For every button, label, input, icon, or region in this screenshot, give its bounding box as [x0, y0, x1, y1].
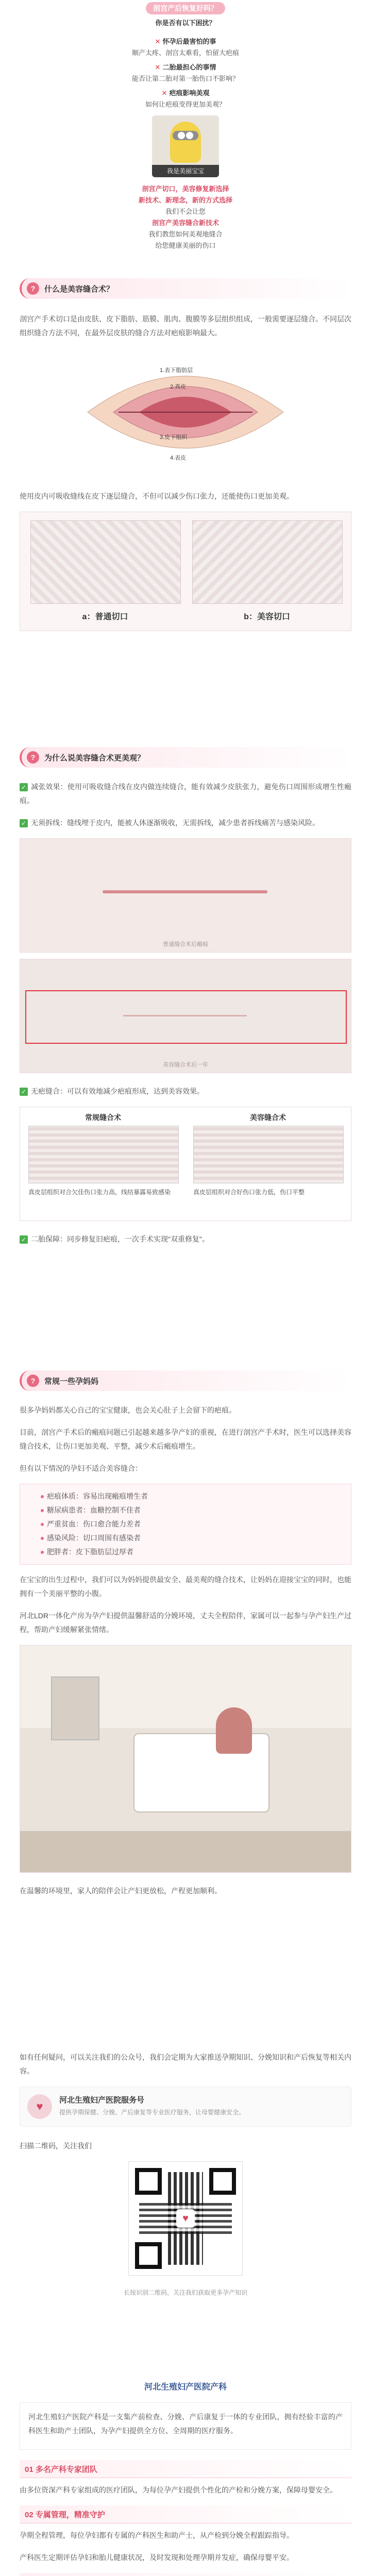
account-desc: 提供孕期保健、分娩、产后康复等专业医疗服务，让母婴健康安全。 [59, 2109, 245, 2116]
q2-section [0, 747, 371, 1365]
cross-icon: ✕ [161, 89, 167, 97]
diagram-label: 1.表下脂肪层 [160, 367, 193, 374]
q2-p1-text: 减张效果：使用可吸收缝合线在皮内做连续缝合，能有效减少皮肤张力，避免伤口周围形成增生性瘢痕。 [20, 783, 351, 805]
worry2-title: 二胎最担心的事情 [162, 63, 216, 71]
check-icon: ✓ [20, 1088, 28, 1096]
q2-paragraph-2 [0, 816, 371, 830]
promise-1: 剖宫产切口，美容修复新选择 [142, 185, 229, 193]
meme-caption: 我是美丽宝宝 [152, 165, 219, 177]
scar-photo-1-caption: 普通缝合术后瘢痕 [163, 941, 208, 947]
q2-paragraph-1 [0, 780, 371, 808]
scan-prompt: 扫描二维码，关注我们 [20, 2142, 92, 2150]
meme-image [152, 115, 219, 177]
hospital-section-1-body: 由多位资深产科专家组成的医疗团队，为每位孕产妇提供个性化的产检和分娩方案，保障母婴安全。 [20, 2486, 337, 2494]
suture-compare-diagram [20, 1107, 351, 1221]
hospital-section-2-title: 02 专属管理，精准守护 [20, 2505, 351, 2523]
question-icon: ? [27, 751, 39, 764]
hospital-paragraph-1: 河北生殖妇产医院产科是一支集产前检查、分娩、产后康复于一体的专业团队，拥有经验丰富的产科医生和助产士团队，为孕产妇提供全方位、全周期的医疗服务。 [28, 2413, 343, 2435]
list-item: 严重贫血：伤口愈合能力差者 [20, 1517, 351, 1531]
question-icon: ? [27, 1375, 39, 1387]
hospital-card [20, 2402, 351, 2450]
contact-section [0, 2050, 371, 2370]
q1-section [0, 278, 371, 742]
scan-note: 长按识别二维码，关注我们获取更多孕产知识 [123, 2289, 247, 2296]
skin-image-a [30, 520, 181, 604]
worry1-body: 顺产太疼、剖宫太难看，怕留大疤痕 [131, 49, 239, 57]
intro-top-button: 剖宫产后恢复好吗？ [146, 2, 225, 14]
q3-paragraph-6: 在温馨的环境里，家人的陪伴会让产妇更放松，产程更加顺利。 [20, 1887, 222, 1895]
list-item: 疤痕体质：容易出现瘢痕增生者 [20, 1489, 351, 1503]
intro-subtitle: 你是否有以下困扰？ [155, 19, 216, 27]
q1-paragraph-1: 剖宫产手术切口是由皮肤、皮下脂肪、筋膜、肌肉、腹膜等多层组织组成，一般需要逐层缝合。不同层次组织缝合方法不同，在最外层皮肤的缝合方法对疤痕影响最大。 [20, 315, 351, 337]
q1-paragraph-2: 使用皮内可吸收缝线在皮下逐层缝合，不但可以减少伤口张力，还能使伤口更加美观。 [20, 492, 294, 500]
qr-code[interactable] [128, 2161, 243, 2276]
contraindication-list [20, 1484, 351, 1565]
check-icon: ✓ [20, 819, 28, 827]
incision-diagram [82, 350, 289, 474]
scar-photo-2 [20, 959, 351, 1073]
diagram-label: 2.真皮 [170, 384, 187, 390]
q2-paragraph-4 [0, 1232, 371, 1246]
qr-logo-icon: ♥ [176, 2209, 195, 2228]
account-card[interactable] [20, 2087, 351, 2127]
skin-image-b [192, 520, 343, 604]
hospital-section-2-body-2: 产科医生定期评估孕妇和胎儿健康状况，及时发现和处理孕期并发症，确保母婴平安。 [20, 2553, 294, 2562]
q3-title: 常规一些孕妈妈 [44, 1377, 99, 1386]
hospital-section-1-title: 01 多名产科专家团队 [20, 2460, 351, 2478]
q3-header [20, 1370, 351, 1391]
cmp-right-title: 美容缝合术 [250, 1113, 286, 1122]
hospital-title: 河北生殖妇产医院产科 [144, 2383, 227, 2392]
scar-photo-2-caption: 美容缝合术后一年 [163, 1062, 208, 1068]
hospital-section-2-body: 孕期全程管理，每位孕妇都有专属的产科医生和助产士，从产检到分娩全程跟踪指导。 [20, 2531, 294, 2539]
cmp-right-note: 真皮层组织对合好伤口张力低，伤口平整 [193, 1189, 305, 1196]
q1-header [20, 278, 351, 299]
q3-paragraph-3: 但有以下情况的孕妇不适合美容缝合： [20, 1464, 142, 1472]
question-icon: ? [27, 282, 39, 295]
promise-4: 剖宫产美容缝合新技术 [151, 219, 219, 227]
promise-6: 给您健康美丽的伤口 [155, 242, 216, 249]
diagram-label: 4.表皮 [170, 455, 187, 461]
promise-2: 新技术、新理念，新的方式选择 [138, 196, 232, 204]
account-name: 河北生殖妇产医院服务号 [59, 2096, 145, 2105]
q2-p4-text: 二胎保障：同步修复旧疤痕，一次手术实现"双重修复"。 [31, 1235, 209, 1243]
q2-header [20, 747, 351, 768]
cross-icon: ✕ [155, 63, 161, 71]
q3-section [0, 1370, 371, 2040]
cmp-left-figure [28, 1126, 179, 1183]
promise-5: 我们教您如何美观地缝合 [148, 230, 223, 238]
q3-paragraph-1: 很多孕妈妈都关心自己的宝宝健康，也会关心肚子上会留下的疤痕。 [20, 1406, 236, 1414]
list-item: 糖尿病患者：血糖控制不佳者 [20, 1503, 351, 1517]
check-icon: ✓ [20, 1235, 28, 1244]
q2-paragraph-3 [0, 1084, 371, 1098]
label-normal-incision: a：普通切口 [82, 613, 128, 621]
list-item: 感染风险：切口周围有感染者 [20, 1531, 351, 1545]
cmp-left-title: 常规缝合术 [85, 1113, 121, 1122]
label-beauty-incision: b：美容切口 [244, 613, 290, 621]
worry3-title: 疤痕影响美观 [169, 89, 210, 97]
hospital-section [0, 2380, 371, 2576]
skin-compare-image [20, 512, 351, 631]
ldr-room-photo [20, 1645, 351, 1873]
q3-paragraph-4: 在宝宝的出生过程中，我们可以为妈妈提供最安全、最美观的缝合技术，让妈妈在迎接宝宝的同时，也能拥有一个美丽平整的小腹。 [20, 1575, 351, 1598]
contact-intro: 如有任何疑问，可以关注我们的公众号，我们会定期为大家推送孕期知识、分娩知识和产后恢复等相关内容。 [20, 2053, 351, 2075]
intro-section [0, 0, 371, 268]
q3-paragraph-2: 目前，剖宫产手术后的瘢痕问题已引起越来越多孕产妇的重视，在进行剖宫产手术时，医生可以选择美容缝合技术，让伤口更加美观、平整，减少术后瘢痕增生。 [20, 1428, 351, 1450]
diagram-label: 3.皮下组织 [160, 434, 188, 440]
cross-icon: ✕ [155, 38, 161, 45]
cmp-right-figure [193, 1126, 344, 1183]
scar-photo-1 [20, 838, 351, 953]
q3-paragraph-5: 河北LDR一体化产房为孕产妇提供温馨舒适的分娩环境，丈夫全程陪伴，家属可以一起参与孕产妇生产过程，帮助产妇缓解紧张情绪。 [20, 1612, 352, 1634]
q2-title: 为什么说美容缝合术更美观？ [44, 753, 145, 762]
check-icon: ✓ [20, 783, 28, 791]
list-item: 肥胖者：皮下脂肪层过厚者 [20, 1545, 351, 1559]
q2-p2-text: 无须拆线：缝线埋于皮内，能被人体逐渐吸收，无需拆线，减少患者拆线痛苦与感染风险。 [31, 819, 319, 827]
promise-3: 我们不会让您 [165, 208, 206, 215]
worry1-title: 怀孕后最害怕的事 [162, 38, 216, 45]
worry3-body: 如何让疤痕变得更加美观？ [145, 100, 226, 108]
cmp-left-note: 真皮层组织对合欠佳伤口张力高，线结暴露易致感染 [28, 1189, 171, 1196]
worry2-body: 能否让第二胎对第一胎伤口不影响？ [131, 75, 239, 82]
account-avatar: ♥ [27, 2094, 52, 2119]
hospital-section-3-title [20, 2573, 351, 2576]
q2-p3-text: 无疤缝合：可以有效地减少疤痕形成，达到美容效果。 [31, 1087, 204, 1095]
q1-title: 什么是美容缝合术？ [44, 284, 114, 294]
